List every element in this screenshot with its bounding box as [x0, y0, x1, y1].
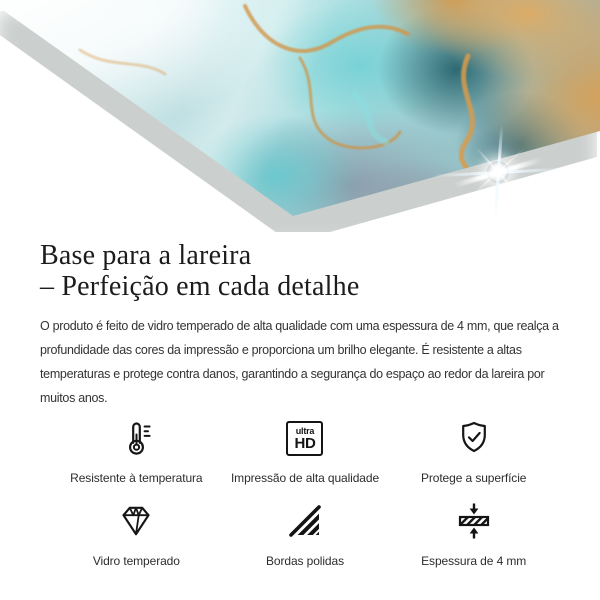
feature-thickness — [389, 499, 558, 568]
feature-label: Espessura de 4 mm — [421, 554, 527, 568]
feature-surface-protection — [389, 416, 558, 485]
product-description-section — [0, 240, 600, 568]
feature-tempered-glass — [52, 499, 221, 568]
feature-label: Vidro temperado — [92, 554, 180, 568]
feature-label: Impressão de alta qualidade — [230, 471, 380, 485]
feature-label: Protege a superfície — [420, 471, 527, 485]
page-title — [40, 240, 570, 302]
feature-label: Bordas polidas — [266, 554, 344, 568]
thickness-icon — [454, 499, 494, 543]
product-image — [0, 0, 600, 232]
product-description-text: O produto é feito de vidro temperado de alta qualidade com uma espessura de 4 mm, que realça a profundidade das cores da impressão e proporciona um brilho elegante. É resistente a altas temperaturas e protege contra danos, garantindo a segurança do espaço ao redor da lareira por muitos anos. — [40, 319, 559, 405]
page-title-line2: – Perfeição em cada detalhe — [40, 271, 360, 302]
page-title-line1: Base para a lareira — [40, 240, 252, 271]
ultra-hd-text-bottom: HD — [294, 434, 316, 452]
feature-grid — [52, 416, 558, 568]
ultra-hd-text-top: ultra — [295, 425, 315, 436]
shield-check-icon — [454, 416, 494, 460]
gold-veins — [0, 0, 600, 232]
glass-panel-art — [0, 0, 600, 232]
feature-label: Resistente à temperatura — [70, 471, 203, 485]
feature-print-quality — [221, 416, 390, 485]
diamond-icon — [116, 499, 156, 543]
thermometer-icon — [116, 416, 156, 460]
polished-edges-icon — [285, 499, 325, 543]
ultra-hd-icon — [286, 416, 323, 460]
feature-temperature-resistant — [52, 416, 221, 485]
feature-polished-edges — [221, 499, 390, 568]
